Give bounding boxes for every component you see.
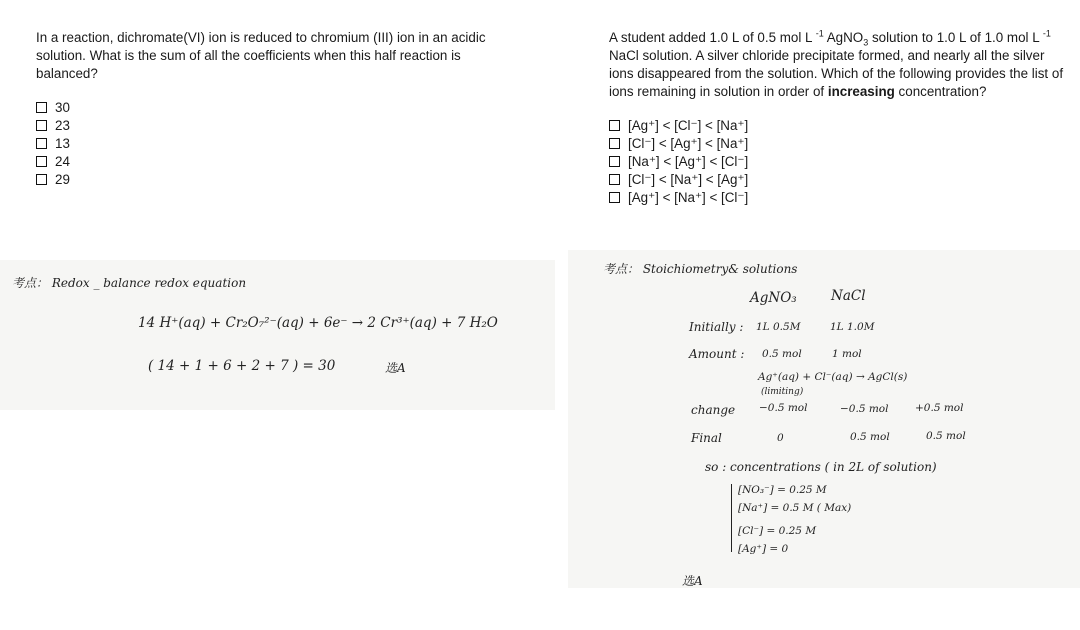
change-label: change [691,403,736,417]
change-agcl: +0.5 mol [915,402,964,414]
question-1-text: In a reaction, dichromate(VI) ion is reduced to chromium (III) ion in an acidic solution. What is the sum of all the coefficients when this half reaction is balanced? [36,30,486,81]
question-2-options [609,117,1064,207]
conc-nitrate: [NO₃⁻] = 0.25 M [738,484,827,496]
checkbox-icon[interactable] [609,192,620,203]
checkbox-icon[interactable] [36,102,47,113]
option-label: 24 [55,154,70,169]
conc-chloride: [Cl⁻] = 0.25 M [738,525,817,537]
option-item[interactable] [609,135,1064,153]
conc-silver: [Ag⁺] = 0 [738,543,789,555]
checkbox-icon[interactable] [36,138,47,149]
option-item[interactable] [609,117,1064,135]
final-label: Final [691,431,722,445]
checkbox-icon[interactable] [609,174,620,185]
unit-exponent: -1 [1042,28,1051,39]
final-agno3: 0 [777,432,784,444]
answer-mark: 选A [385,361,406,375]
change-agno3: −0.5 mol [759,402,808,414]
emphasis-increasing: increasing [827,84,895,99]
option-label: 13 [55,136,70,151]
concentration-heading: so : concentrations ( in 2L of solution) [705,460,937,474]
col-header-nacl: NaCl [831,288,866,304]
amount-nacl: 1 mol [832,348,862,360]
col-header-agno3: AgNO₃ [750,290,797,306]
option-item[interactable] [609,171,1064,189]
change-nacl: −0.5 mol [840,403,889,415]
option-label: 23 [55,118,70,133]
option-label: 29 [55,172,70,187]
q2-text-part: solution to 1.0 L of 1.0 mol L [868,30,1040,45]
final-agcl: 0.5 mol [926,430,966,442]
answer-mark: 选A [682,574,703,588]
coefficient-sum: ( 14 + 1 + 6 + 2 + 7 ) = 30 [148,358,336,374]
option-label: [Cl⁻] < [Na⁺] < [Ag⁺] [628,172,749,187]
final-nacl: 0.5 mol [850,431,890,443]
option-label: 30 [55,100,70,115]
checkbox-icon[interactable] [36,156,47,167]
amount-agno3: 0.5 mol [762,348,802,360]
q2-text-part: NaCl solution. A silver chloride precipitate formed, and nearly all the silver ions disappeared from the solution. Which of the following provides the list of ions remaining in solution in order of [609,48,1064,99]
question-2-text [609,29,1064,101]
q2-text-part: concentration? [894,84,987,99]
initially-agno3: 1L 0.5M [756,321,801,333]
option-item[interactable] [36,99,506,117]
checkbox-icon[interactable] [609,156,620,167]
option-label: [Cl⁻] < [Ag⁺] < [Na⁺] [628,136,749,151]
topic-label: 考点： Stoichiometry& solutions [603,262,798,276]
initially-label: Initially : [689,320,744,334]
checkbox-icon[interactable] [609,138,620,149]
checkbox-icon[interactable] [36,174,47,185]
option-item[interactable] [36,135,506,153]
handwritten-solution-2 [568,250,1080,588]
option-item[interactable] [36,171,506,189]
option-item[interactable] [36,117,506,135]
initially-nacl: 1L 1.0M [830,321,875,333]
option-label: [Ag⁺] < [Cl⁻] < [Na⁺] [628,118,749,133]
checkbox-icon[interactable] [609,120,620,131]
option-item[interactable] [609,189,1064,207]
balanced-equation: 14 H⁺(aq) + Cr₂O₇²⁻(aq) + 6e⁻ → 2 Cr³⁺(aq) + 7 H₂O [138,315,498,331]
handwritten-solution-1 [0,260,555,410]
option-label: [Na⁺] < [Ag⁺] < [Cl⁻] [628,154,749,169]
formula-subscript: 3 [863,37,869,48]
conc-sodium: [Na⁺] = 0.5 M ( Max) [738,502,852,514]
question-1 [36,29,506,189]
question-2 [609,29,1064,207]
q2-text-part: AgNO [823,30,864,45]
option-item[interactable] [36,153,506,171]
q2-text-part: A student added 1.0 L of 0.5 mol L [609,30,812,45]
unit-exponent: -1 [815,28,824,39]
topic-label: 考点： Redox _ balance redox equation [12,276,247,290]
reaction-equation: Ag⁺(aq) + Cl⁻(aq) → AgCl(s) [758,371,908,383]
brace-line [731,484,732,552]
option-item[interactable] [609,153,1064,171]
checkbox-icon[interactable] [36,120,47,131]
option-label: [Ag⁺] < [Na⁺] < [Cl⁻] [628,190,749,205]
amount-label: Amount : [689,347,745,361]
limiting-note: (limiting) [761,387,804,397]
question-1-options [36,99,506,189]
